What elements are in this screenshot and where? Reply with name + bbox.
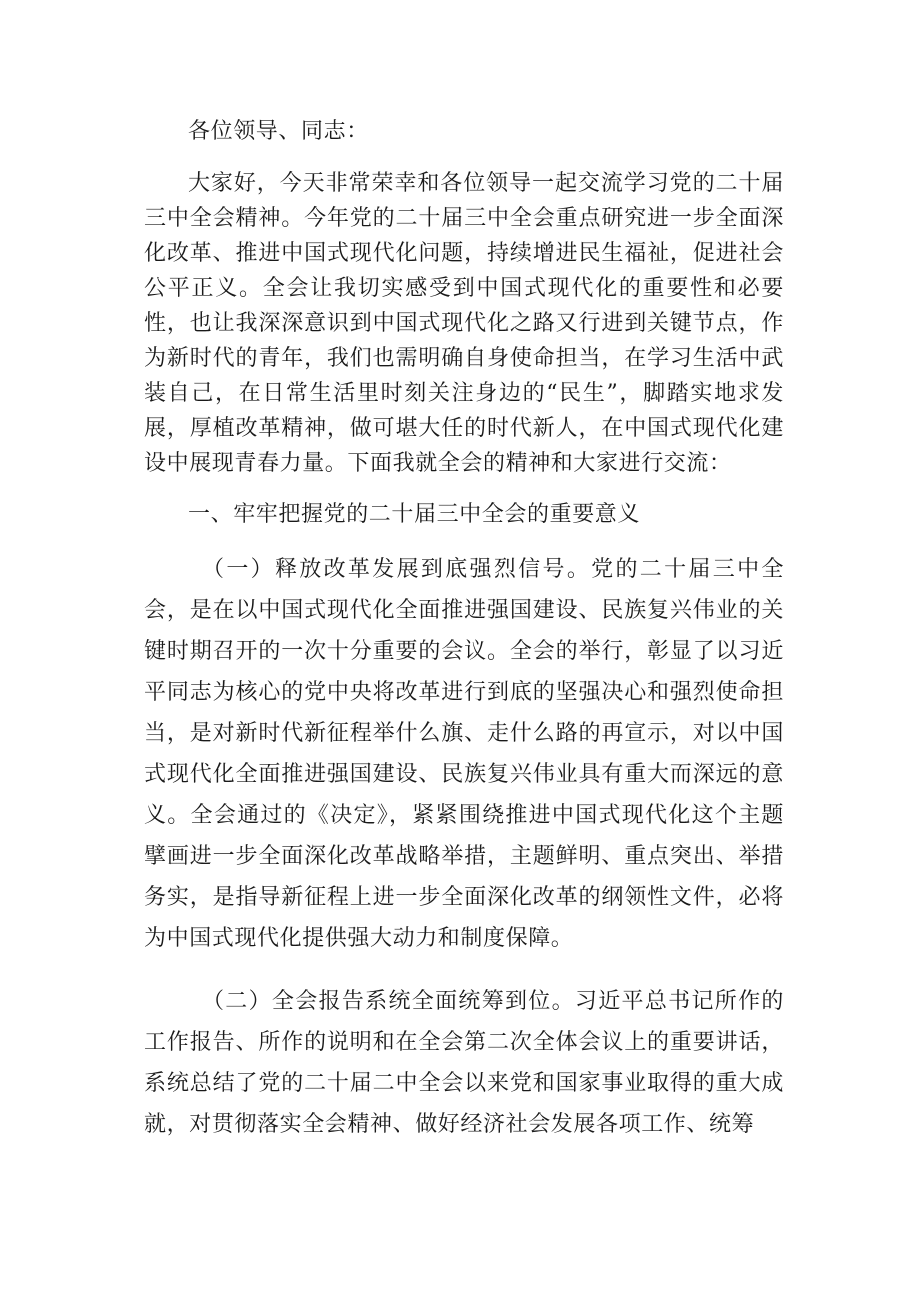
- salutation: 各位领导、同志：: [188, 119, 369, 144]
- document-body: [144, 112, 784, 1145]
- section-heading: 一、牢牢把握党的二十届三中全会的重要意义: [188, 502, 641, 527]
- body-paragraph: （一）释放改革发展到底强烈信号。党的二十届三中全会，是在以中国式现代化全面推进强国建设、民族复兴伟业的关键时期召开的一次十分重要的会议。全会的举行，彰显了以习近平同志为核心的党中央将改革进行到底的坚强决心和强烈使命担当，是对新时代新征程举什么旗、走什么路的再宣示，对以中国式现代化全面推进强国建设、民族复兴伟业具有重大而深远的意义。全会通过的《决定》，紧紧围绕推进中国式现代化这个主题擘画进一步全面深化改革战略举措，主题鲜明、重点突出、举措务实，是指导新征程上进一步全面深化改革的纲领性文件，必将为中国式现代化提供强大动力和制度保障。: [144, 557, 784, 951]
- intro-paragraph: 大家好，今天非常荣幸和各位领导一起交流学习党的二十届三中全会精神。今年党的二十届三中全会重点研究进一步全面深化改革、推进中国式现代化问题，持续增进民生福祉，促进社会公平正义。全会让我切实感受到中国式现代化的重要性和必要性，也让我深深意识到中国式现代化之路又行进到关键节点，作为新时代的青年，我们也需明确自身使命担当，在学习生活中武装自己，在日常生活里时刻关注身边的“民生”，脚踏实地求发展，厚植改革精神，做可堪大任的时代新人，在中国式现代化建设中展现青春力量。下面我就全会的精神和大家进行交流：: [144, 171, 784, 476]
- body-paragraph: （二）全会报告系统全面统筹到位。习近平总书记所作的工作报告、所作的说明和在全会第二次全体会议上的重要讲话，系统总结了党的二十届二中全会以来党和国家事业取得的重大成就，对贯彻落实全会精神、做好经济社会发展各项工作、统筹: [144, 989, 784, 1137]
